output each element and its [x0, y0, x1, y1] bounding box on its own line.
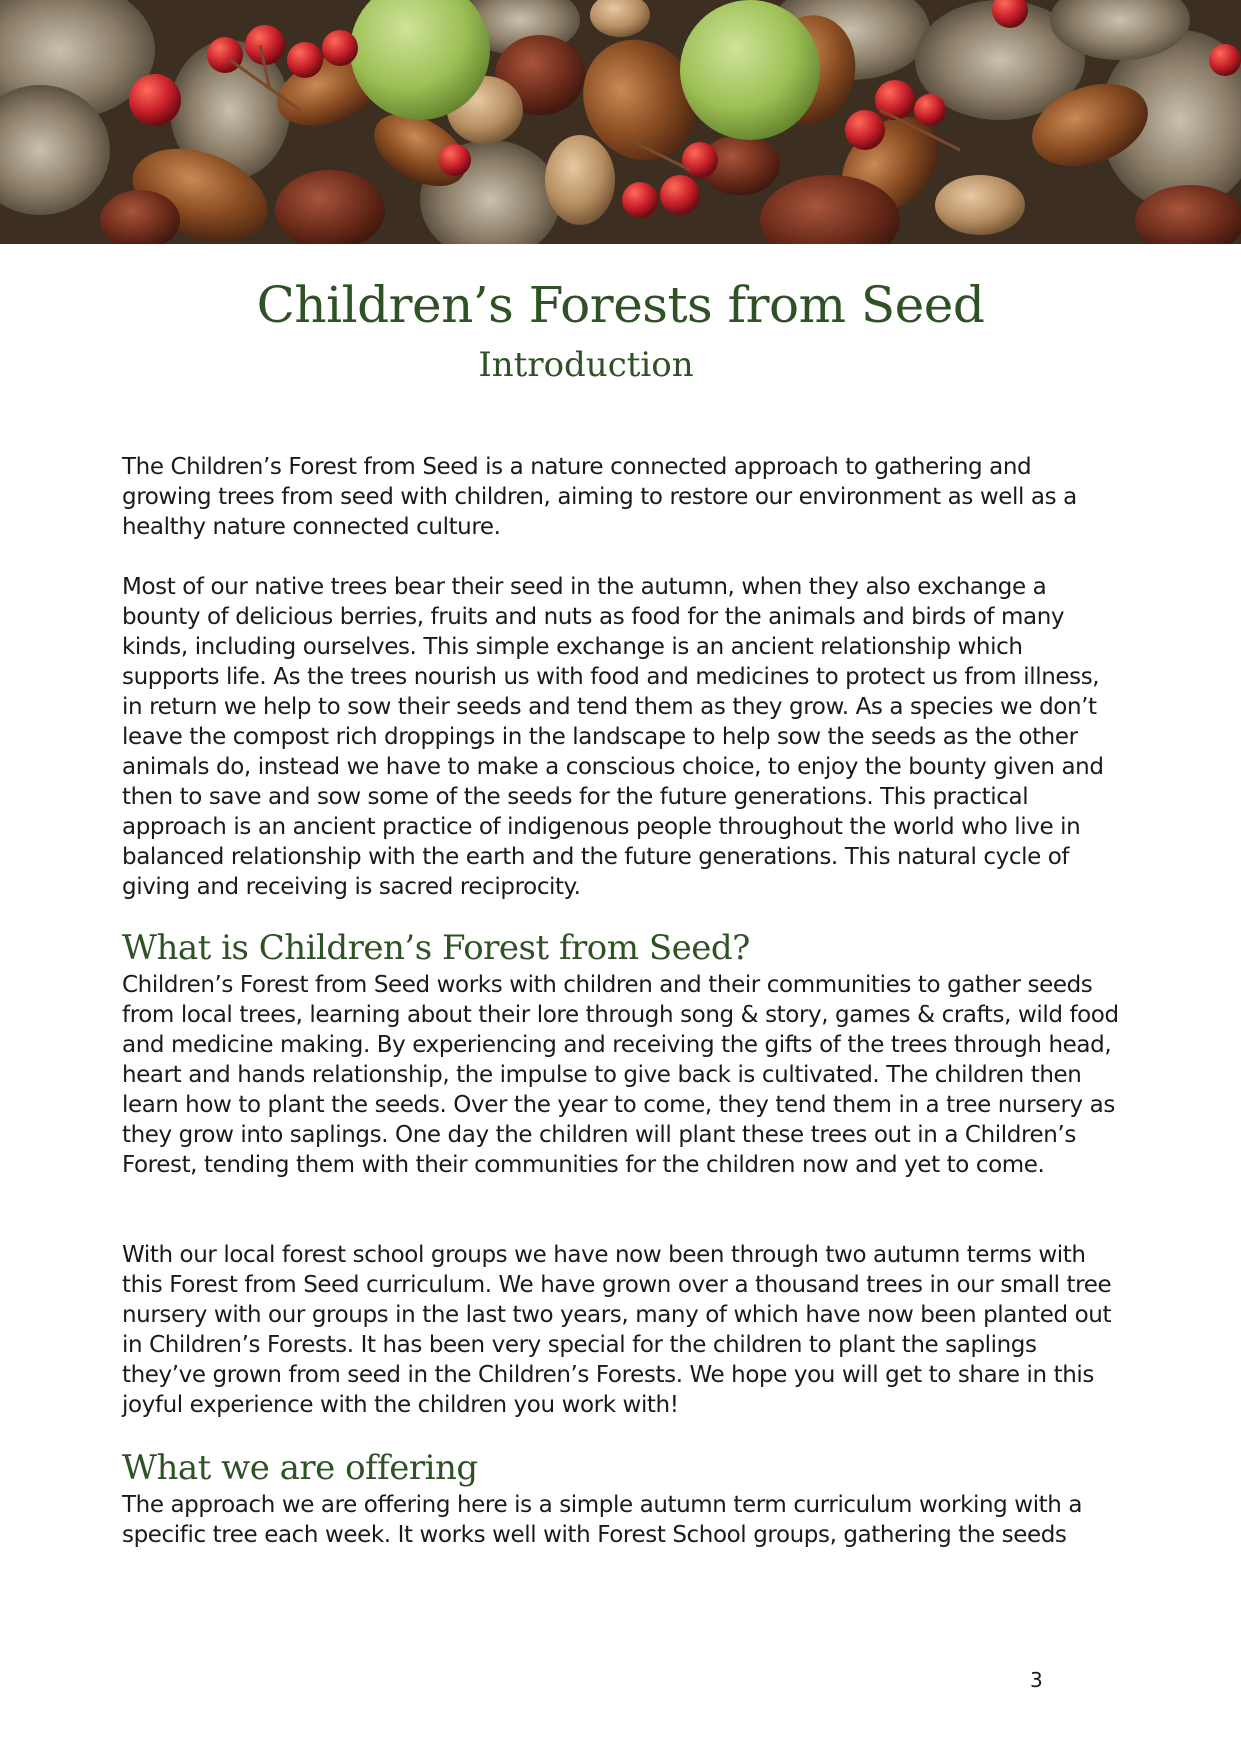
page-number: 3 [1030, 1668, 1043, 1692]
what-is-paragraph-2: With our local forest school groups we have now been through two autumn terms with this Forest from Seed curriculum. We have grown over a thousand trees in our small tree nursery with our groups in the last two years, many of which have now been planted out in Children’s Forests. It has been very special for the children to plant the saplings they’ve grown from seed in the Children’s Forests. We hope you will get to share in this joyful experience with the children you work with! [122, 1242, 1112, 1418]
offering-paragraph-1: The approach we are offering here is a simple autumn term curriculum working with a specific tree each week. It works well with Forest School groups, gathering the seeds [122, 1492, 1083, 1548]
intro-paragraph-1: The Children’s Forest from Seed is a nature connected approach to gathering and growing trees from seed with children, aiming to restore our environment as well as a healthy nature connected culture. [122, 454, 1077, 540]
header-photo-nuts-berries-pinecones [0, 0, 1241, 244]
section-heading-what-is: What is Children’s Forest from Seed? [122, 928, 750, 968]
page-subtitle: Introduction [478, 345, 694, 385]
intro-paragraph-2: Most of our native trees bear their seed in the autumn, when they also exchange a bounty of delicious berries, fruits and nuts as food for the animals and birds of many kinds, including ourselves. This simple exchange is an ancient relationship which supports life. As the trees nourish us with food and medicines to protect us from illness, in return we help to sow their seeds and tend them as they grow. As a species we don’t leave the compost rich droppings in the landscape to help sow the seeds as the other animals do, instead we have to make a conscious choice, to enjoy the bounty given and then to save and sow some of the seeds for the future generations. This practical approach is an ancient practice of indigenous people throughout the world who live in balanced relationship with the earth and the future generations. This natural cycle of giving and receiving is sacred reciprocity. [122, 574, 1104, 900]
what-is-paragraph-1: Children’s Forest from Seed works with children and their communities to gather seeds from local trees, learning about their lore through song & story, games & crafts, wild food and medicine making. By experiencing and receiving the gifts of the trees through head, heart and hands relationship, the impulse to give back is cultivated. The children then learn how to plant the seeds. Over the year to come, they tend them in a tree nursery as they grow into saplings. One day the children will plant these trees out in a Children’s Forest, tending them with their communities for the children now and yet to come. [122, 972, 1119, 1178]
section-heading-offering: What we are offering [122, 1448, 478, 1488]
page-title: Children’s Forests from Seed [256, 276, 985, 334]
